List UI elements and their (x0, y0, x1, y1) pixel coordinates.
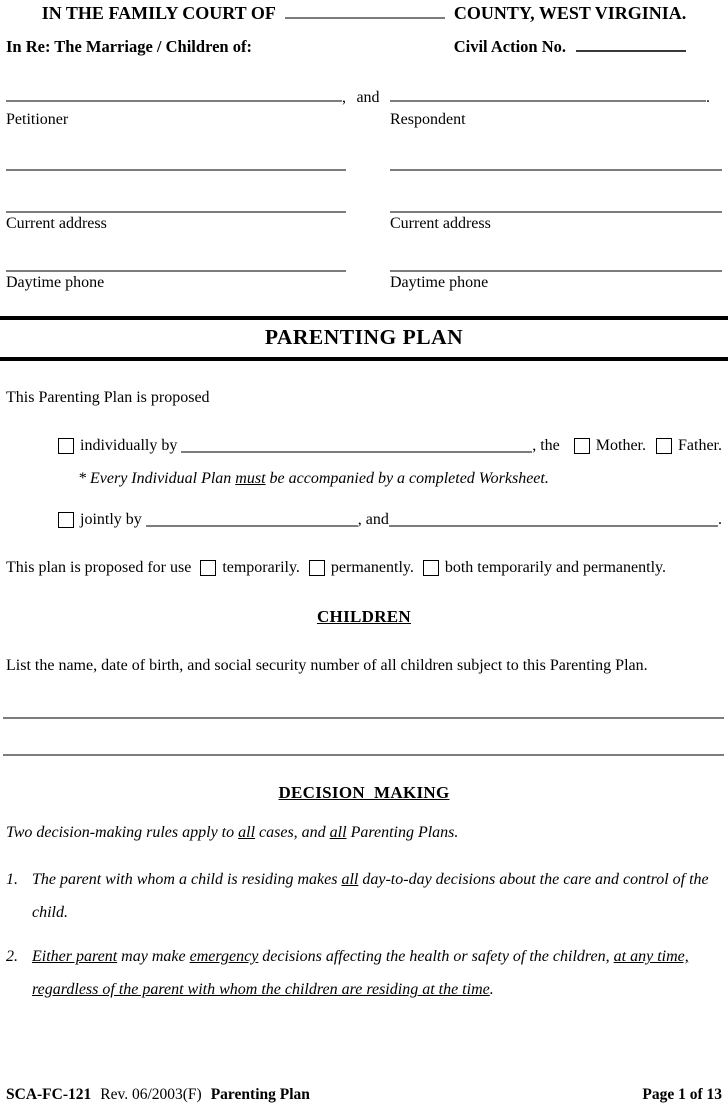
decision-rule-1 (6, 863, 722, 929)
use-intro: This plan is proposed for use (6, 559, 192, 576)
respondent-period: . (706, 89, 710, 106)
and-label: and (356, 89, 380, 106)
respondent-address-label: Current address (390, 215, 491, 232)
party-labels-row (6, 109, 722, 131)
checkbox-individually[interactable] (58, 438, 74, 454)
rule-1-number: 1. (6, 871, 18, 888)
address-line1-row (6, 169, 722, 171)
both-label: both temporarily and permanently. (444, 559, 666, 576)
decision-rule-2 (6, 940, 722, 1006)
children-heading: CHILDREN (316, 607, 412, 626)
petitioner-label: Petitioner (6, 111, 69, 128)
the-label: , the (532, 437, 564, 454)
form-revision: Rev. 06/2003(F) (100, 1086, 202, 1103)
mother-label: Mother. (595, 437, 646, 454)
form-number: SCA-FC-121 (6, 1086, 92, 1103)
checkbox-father[interactable] (656, 438, 672, 454)
respondent-phone-label: Daytime phone (390, 274, 489, 291)
jointly-row (58, 509, 722, 530)
worksheet-note: * Every Individual Plan must be accompanied by a completed Worksheet. (78, 470, 549, 487)
checkbox-permanently[interactable] (309, 560, 325, 576)
children-instruction: List the name, date of birth, and social security number of all children subject to this Parenting Plan. (6, 657, 648, 674)
individually-by-name-field[interactable] (181, 439, 532, 453)
rule-2-text: Either parent may make emergency decisions affecting the health or safety of the children, at any time, regardless of the parent with whom the children are residing at the time. (32, 948, 689, 998)
proposal-intro: This Parenting Plan is proposed (6, 389, 210, 406)
petitioner-phone-label: Daytime phone (6, 274, 105, 291)
permanently-label: permanently. (330, 559, 414, 576)
party-names-row (6, 87, 722, 109)
court-header-prefix: IN THE FAMILY COURT OF (41, 3, 276, 23)
jointly-label: jointly by (80, 511, 142, 528)
form-name: Parenting Plan (210, 1086, 310, 1103)
rule-2-number: 2. (6, 948, 18, 965)
phone-labels-row (6, 272, 722, 294)
petitioner-address-field-1[interactable] (6, 169, 346, 171)
court-header (6, 0, 722, 24)
court-header-suffix: COUNTY, WEST VIRGINIA. (453, 3, 687, 23)
checkbox-temporarily[interactable] (200, 560, 216, 576)
father-label: Father. (678, 437, 722, 454)
respondent-label: Respondent (390, 111, 466, 128)
jointly-period: . (718, 511, 722, 528)
checkbox-both[interactable] (423, 560, 439, 576)
page-title: PARENTING PLAN (0, 316, 728, 361)
petitioner-comma: , (342, 89, 346, 106)
checkbox-jointly[interactable] (58, 512, 74, 528)
county-field[interactable] (285, 5, 445, 19)
page-footer (6, 1086, 722, 1104)
decision-making-intro: Two decision-making rules apply to all cases, and all Parenting Plans. (6, 824, 459, 841)
civil-action-no-field[interactable] (576, 38, 686, 52)
respondent-name-field[interactable] (390, 88, 706, 102)
civil-action-label: Civil Action No. (453, 37, 566, 56)
page-number: Page 1 of 13 (642, 1086, 722, 1103)
rule-1-text: The parent with whom a child is residing makes all day-to-day decisions about the care and control of the child. (32, 871, 709, 921)
jointly-by-name-field-2[interactable] (389, 513, 718, 527)
address-labels-row (6, 213, 722, 235)
petitioner-address-label: Current address (6, 215, 107, 232)
respondent-address-field-1[interactable] (390, 169, 722, 171)
case-caption-row (6, 36, 722, 57)
proposed-use-row (6, 559, 722, 577)
children-list-field-1[interactable] (3, 717, 724, 719)
individually-label: individually by (80, 437, 178, 454)
petitioner-name-field[interactable] (6, 88, 342, 102)
temporarily-label: temporarily. (222, 559, 300, 576)
jointly-by-name-field-1[interactable] (146, 513, 358, 527)
children-list-field-2[interactable] (3, 754, 724, 756)
in-re-label: In Re: The Marriage / Children of: (6, 37, 252, 56)
decision-making-heading: DECISION MAKING (278, 783, 450, 802)
jointly-and-label: , and (357, 511, 389, 528)
checkbox-mother[interactable] (574, 438, 590, 454)
individually-row (58, 435, 722, 456)
